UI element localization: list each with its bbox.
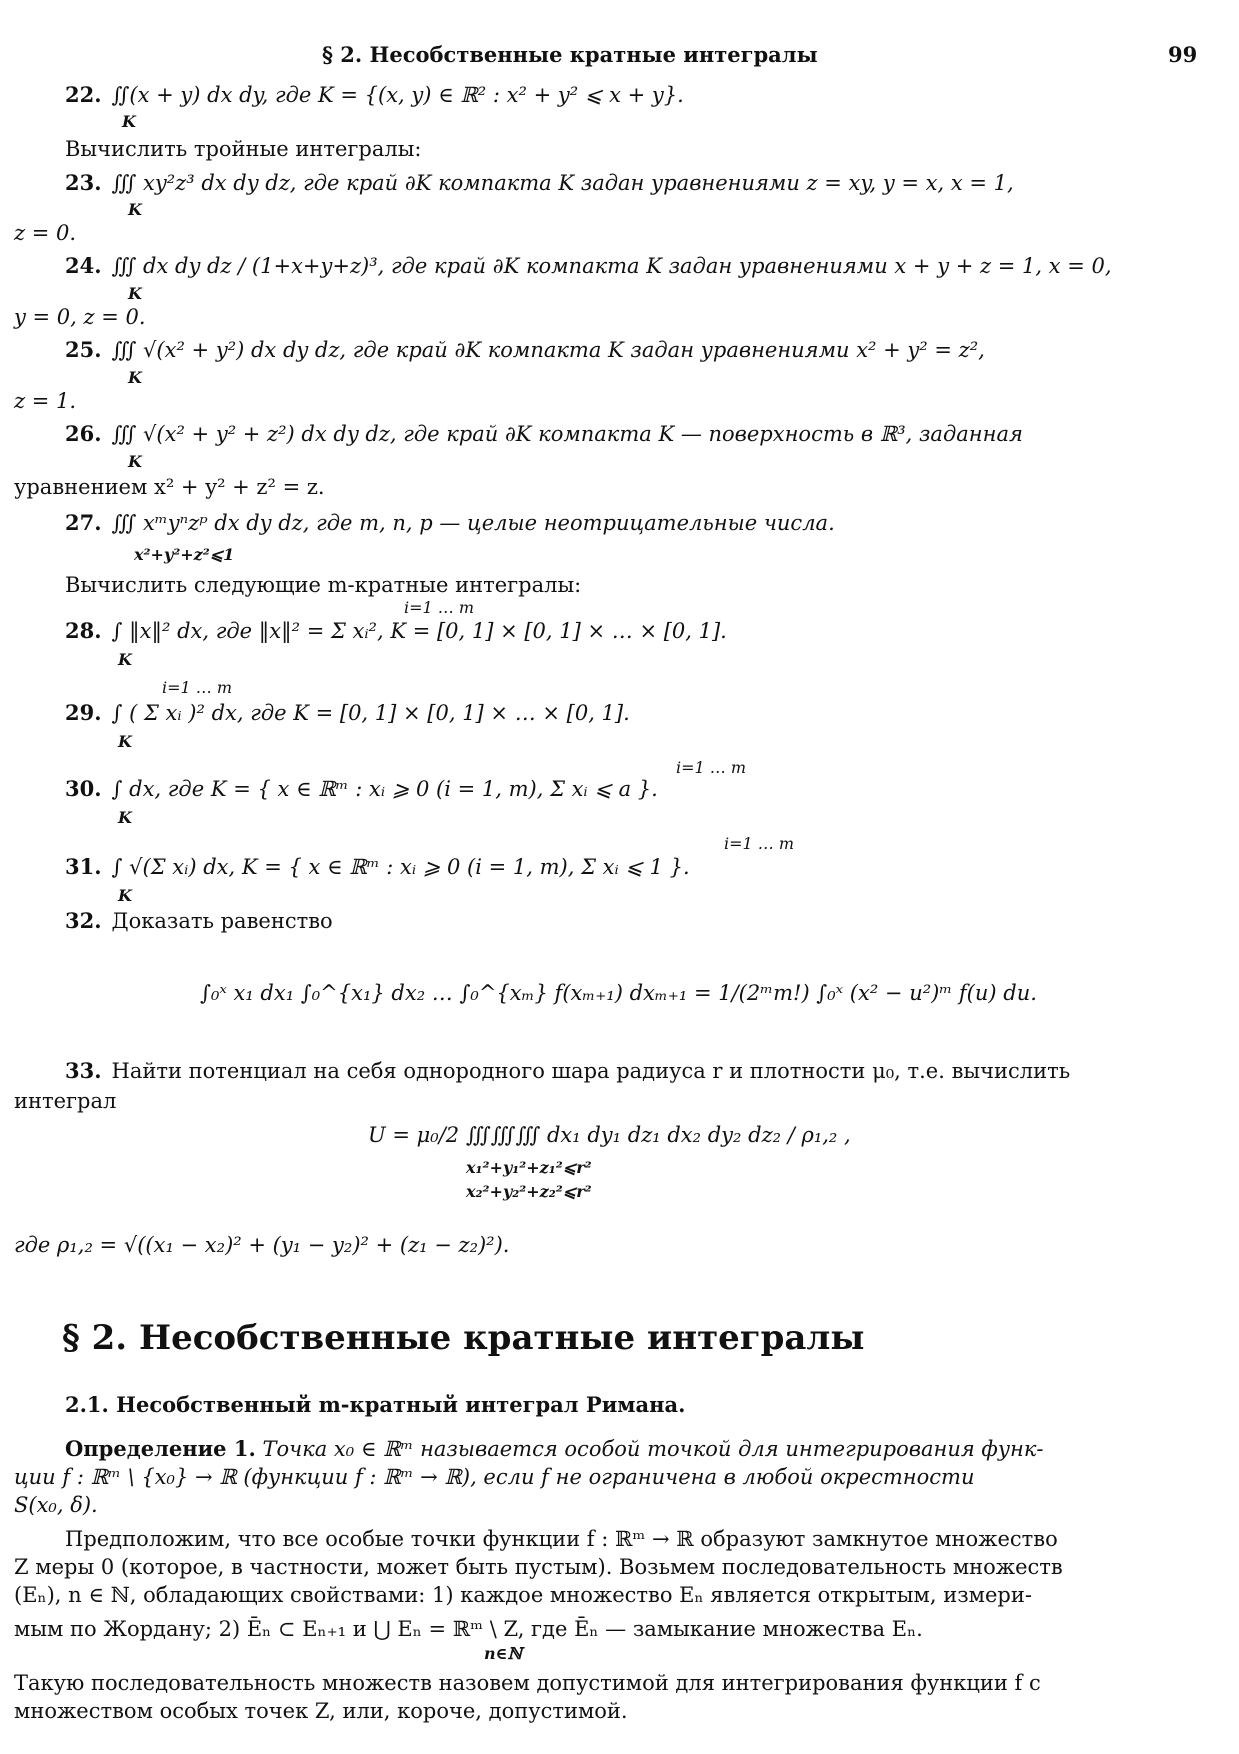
problem-31-domain: K <box>118 886 132 905</box>
problem-23-cont: z = 0. <box>14 221 77 245</box>
problem-23: 23. ∭ xy²z³ dx dy dz, где край ∂K компакта K задан уравнениями z = xy, y = x, x = 1, <box>65 170 1014 195</box>
problem-26-cont: уравнением x² + y² + z² = z. <box>14 475 325 499</box>
problem-33-where: где ρ₁,₂ = √((x₁ − x₂)² + (y₁ − y₂)² + (z₁ − z₂)²). <box>14 1233 510 1257</box>
intro-mfold: Вычислить следующие m-кратные интегралы: <box>65 573 582 597</box>
paragraph-line3: (Eₙ), n ∈ ℕ, обладающих свойствами: 1) каждое множество Eₙ является открытым, измери- <box>14 1583 1032 1607</box>
problem-33-cont: интеграл <box>14 1089 117 1113</box>
problem-25: 25. ∭ √(x² + y²) dx dy dz, где край ∂K компакта K задан уравнениями x² + y² = z², <box>65 337 985 362</box>
intro-triple: Вычислить тройные интегралы: <box>65 137 422 161</box>
problem-27-domain: x²+y²+z²⩽1 <box>134 545 235 564</box>
problem-23-domain: K <box>128 200 142 219</box>
problem-22: 22. ∬(x + y) dx dy, где K = {(x, y) ∈ ℝ² : x² + y² ⩽ x + y}. <box>65 82 684 107</box>
problem-29-sum-limits: i=1 … m <box>162 678 233 697</box>
section-title: § 2. Несобственные кратные интегралы <box>62 1318 865 1358</box>
problem-24-domain: K <box>128 284 142 303</box>
problem-29: 29. ∫ ( Σ xᵢ )² dx, где K = [0, 1] × [0, 1] × … × [0, 1]. <box>65 700 630 725</box>
problem-24-cont: y = 0, z = 0. <box>14 305 146 329</box>
problem-24: 24. ∭ dx dy dz / (1+x+y+z)³, где край ∂K компакта K задан уравнениями x + y + z = 1, x = 0, <box>65 253 1112 278</box>
problem-28: 28. ∫ ‖x‖² dx, где ‖x‖² = Σ xᵢ², K = [0, 1] × [0, 1] × … × [0, 1]. <box>65 618 727 643</box>
problem-30-sum-limits: i=1 … m <box>676 758 747 777</box>
equation-32: ∫₀ˣ x₁ dx₁ ∫₀^{x₁} dx₂ … ∫₀^{xₘ} f(xₘ₊₁) dxₘ₊₁ = 1/(2ᵐm!) ∫₀ˣ (x² − u²)ᵐ f(u) du. <box>200 981 1037 1005</box>
problem-28-sum-limits: i=1 … m <box>404 598 475 617</box>
problem-26: 26. ∭ √(x² + y² + z²) dx dy dz, где край ∂K компакта K — поверхность в ℝ³, заданная <box>65 421 1023 446</box>
paragraph-union-index: n∈ℕ <box>484 1644 523 1663</box>
paragraph-line1: Предположим, что все особые точки функции f : ℝᵐ → ℝ образуют замкнутое множество <box>65 1527 1058 1551</box>
problem-22-domain: K <box>122 112 136 131</box>
problem-30: 30. ∫ dx, где K = { x ∈ ℝᵐ : xᵢ ⩾ 0 (i = 1, m), Σ xᵢ ⩽ a }. <box>65 776 658 801</box>
paragraph-line5: Такую последовательность множеств назовем допустимой для интегрирования функции f с <box>14 1671 1041 1695</box>
problem-25-cont: z = 1. <box>14 389 77 413</box>
problem-26-domain: K <box>128 452 142 471</box>
paragraph-line6: множеством особых точек Z, или, короче, допустимой. <box>14 1699 628 1723</box>
running-header: § 2. Несобственные кратные интегралы <box>322 42 818 67</box>
page-number: 99 <box>1168 42 1198 67</box>
problem-33: 33. Найти потенциал на себя однородного шара радиуса r и плотности μ₀, т.е. вычислить <box>65 1058 1071 1083</box>
problem-28-domain: K <box>118 650 132 669</box>
problem-31: 31. ∫ √(Σ xᵢ) dx, K = { x ∈ ℝᵐ : xᵢ ⩾ 0 (i = 1, m), Σ xᵢ ⩽ 1 }. <box>65 854 690 879</box>
problem-30-domain: K <box>118 808 132 827</box>
problem-31-sum-limits: i=1 … m <box>724 834 795 853</box>
paragraph-line2: Z меры 0 (которое, в частности, может быть пустым). Возьмем последовательность множеств <box>14 1555 1063 1579</box>
paragraph-line4: мым по Жордану; 2) Ēₙ ⊂ Eₙ₊₁ и ⋃ Eₙ = ℝᵐ \ Z, где Ēₙ — замыкание множества Eₙ. <box>14 1617 923 1641</box>
problem-27: 27. ∭ xᵐyⁿzᵖ dx dy dz, где m, n, p — целые неотрицательные числа. <box>65 510 835 535</box>
definition-line3: S(x₀, δ). <box>14 1493 98 1517</box>
problem-33-domain2: x₂²+y₂²+z₂²⩽r² <box>466 1182 592 1201</box>
problem-33-domain1: x₁²+y₁²+z₁²⩽r² <box>466 1158 592 1177</box>
problem-32: 32. Доказать равенство <box>65 908 333 933</box>
definition-line1: Определение 1. Точка x₀ ∈ ℝᵐ называется особой точкой для интегрирования функ- <box>65 1436 1044 1461</box>
problem-29-domain: K <box>118 732 132 751</box>
problem-25-domain: K <box>128 368 142 387</box>
definition-line2: ции f : ℝᵐ \ {x₀} → ℝ (функции f : ℝᵐ → ℝ), если f не ограничена в любой окрестности <box>14 1465 975 1489</box>
subsection-title: 2.1. Несобственный m-кратный интеграл Римана. <box>65 1392 686 1417</box>
problem-33-formula: U = μ₀/2 ∭∭∭ dx₁ dy₁ dz₁ dx₂ dy₂ dz₂ / ρ₁,₂ , <box>368 1123 851 1147</box>
